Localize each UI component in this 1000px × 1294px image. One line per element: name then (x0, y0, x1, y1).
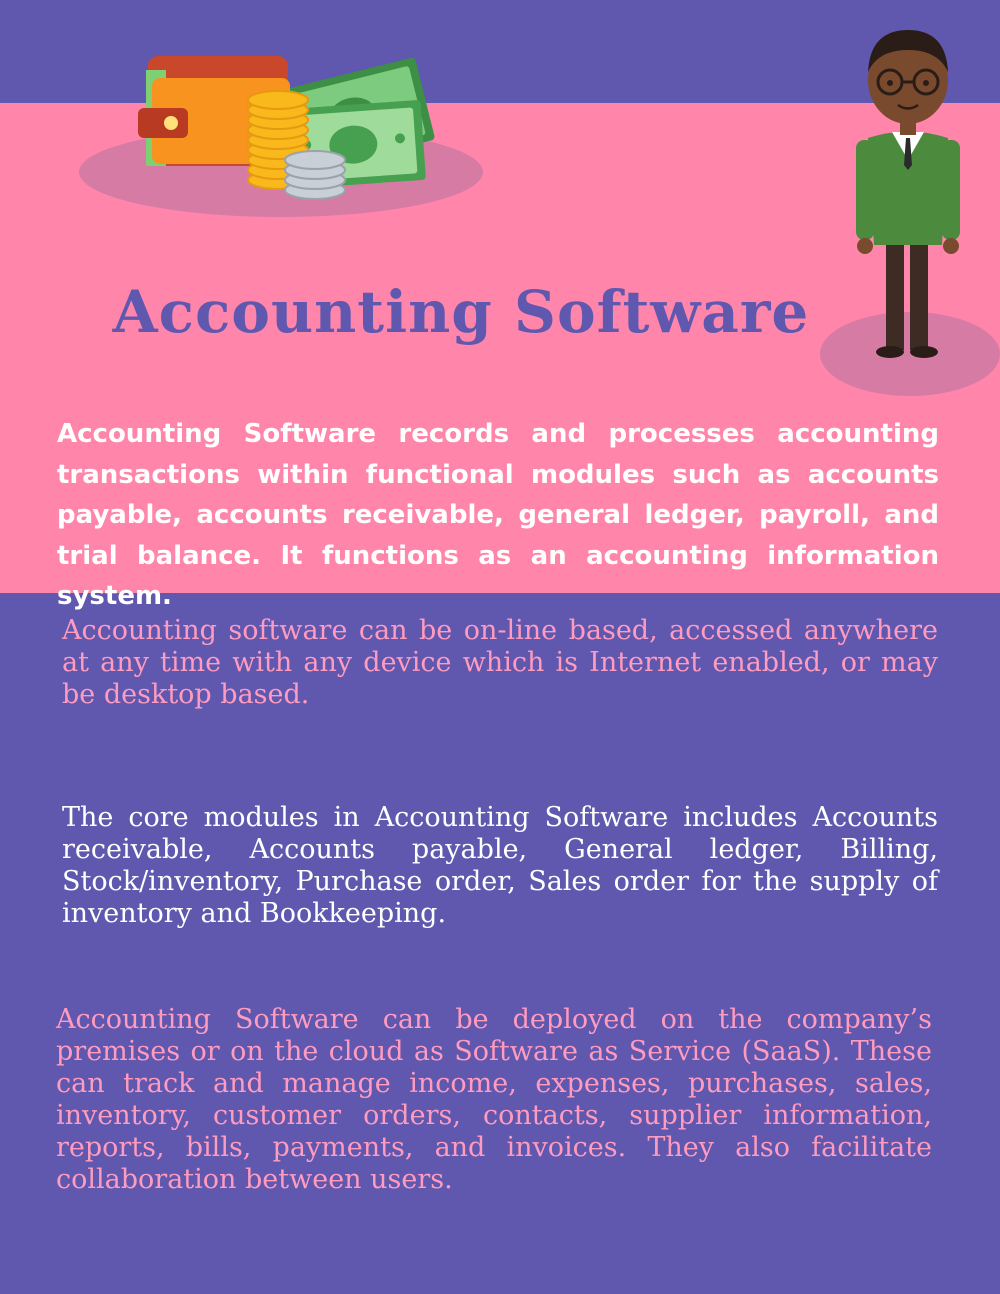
deploy-paragraph: Accounting Software can be deployed on the company’s premises or on the cloud as Software as Service (SaaS). These can track and manage income, expenses, purchases, sales, inventory, customer orders, contacts, supplier information, reports, bills, payments, and invoices. They also facilitate collaboration between users. (56, 1004, 932, 1195)
page-title: Accounting Software (112, 278, 810, 346)
intro-paragraph: Accounting Software records and processes accounting transactions within functional modules such as accounts payable, accounts receivable, general ledger, payroll, and trial balance. It functions as an accounting information system. (57, 419, 939, 611)
modules-paragraph: The core modules in Accounting Software includes Accounts receivable, Accounts payable, General ledger, Billing, Stock/inventory, Purchase order, Sales order for the supply of inventory and Bookkeeping. (62, 802, 938, 929)
access-paragraph: Accounting software can be on-line based, accessed anywhere at any time with any device which is Internet enabled, or may be desktop based. (62, 615, 938, 710)
wallet-coins-cash-icon (78, 30, 488, 220)
